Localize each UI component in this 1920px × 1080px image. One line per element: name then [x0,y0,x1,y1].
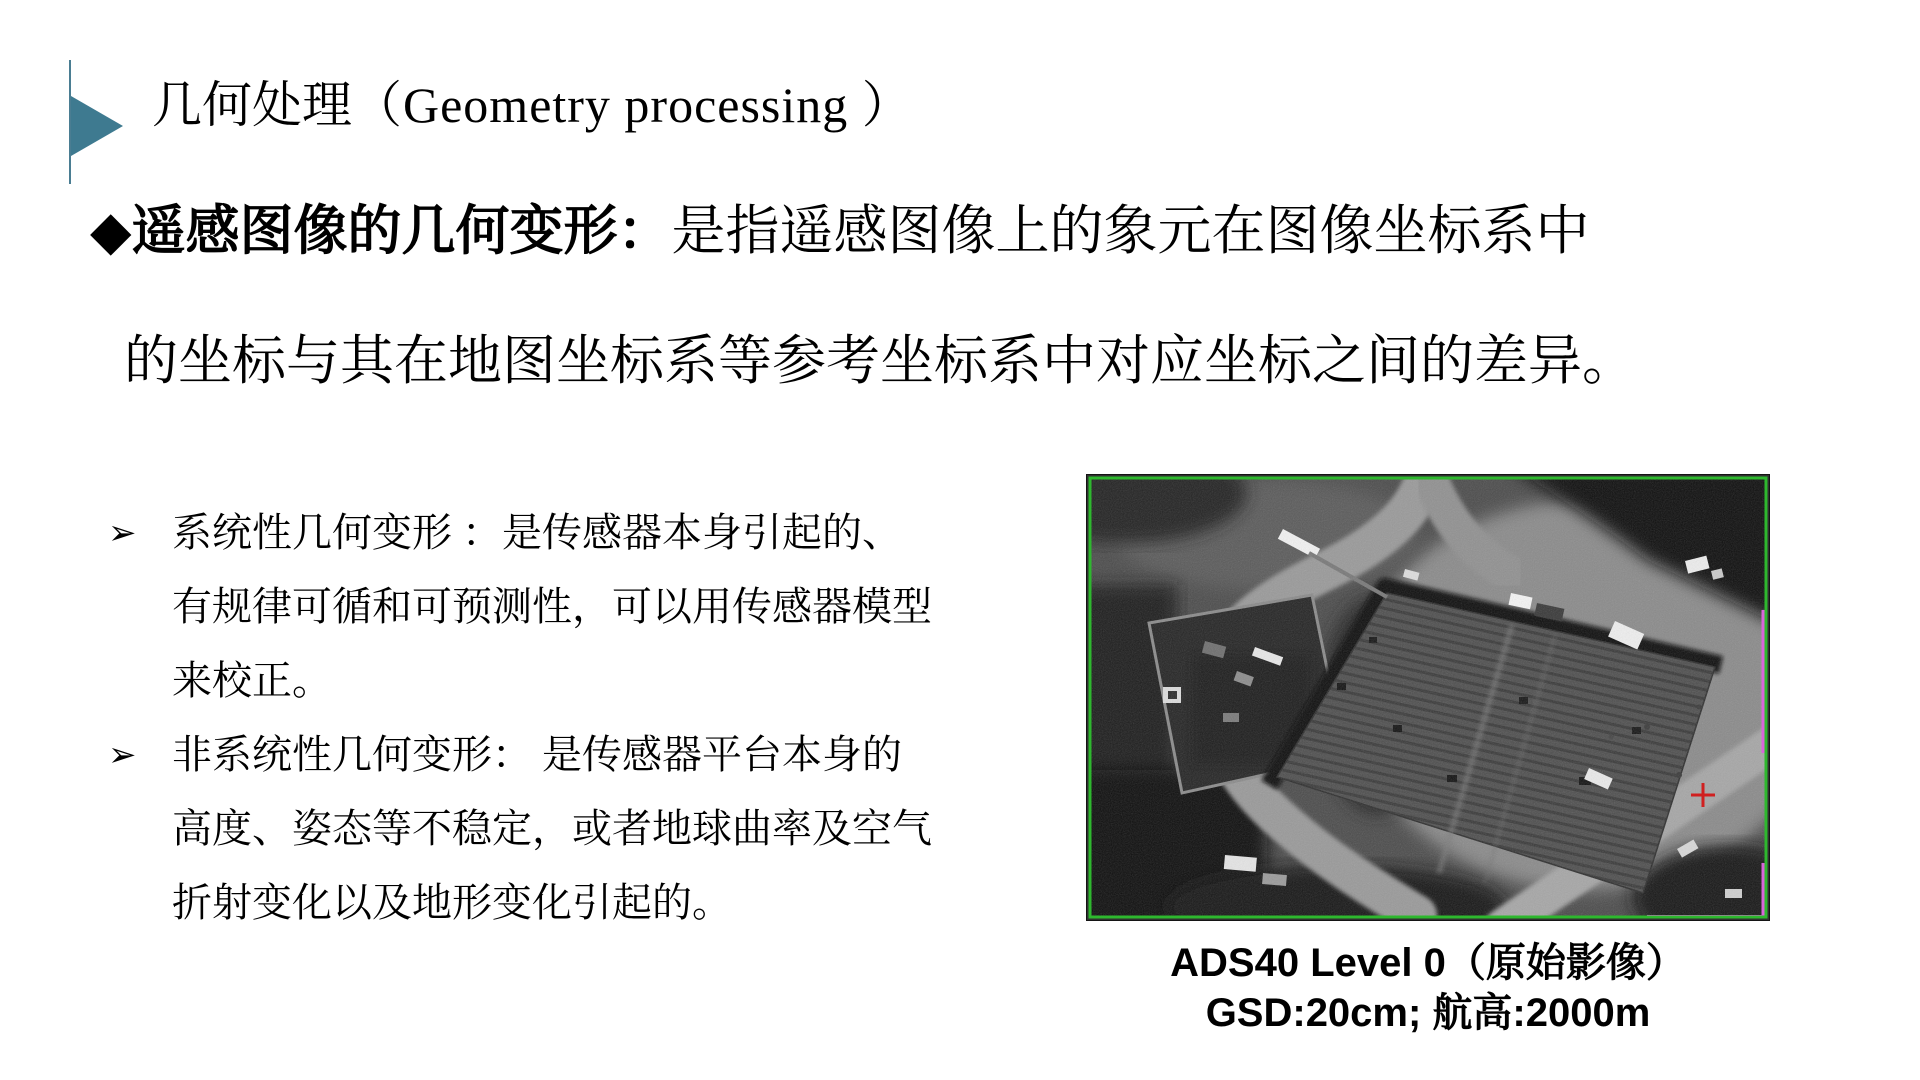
aerial-image-frame [1086,474,1770,921]
figure-caption [1056,938,1800,1038]
definition-line-1 [90,196,1590,266]
list-item-line: 非系统性几何变形： 是传感器平台本身的 [172,732,902,777]
list-item-line: 折射变化以及地形变化引起的。 [172,880,732,925]
list-item-line: 来校正。 [172,658,332,703]
definition-lead: 遥感图像的几何变形： [131,201,672,261]
page-title-en: （Geometry processing ） [352,77,913,133]
list-item-line: 有规律可循和可预测性，可以用传感器模型 [172,584,932,629]
definition-rest: 是指遥感图像上的象元在图像坐标系中 [671,201,1590,261]
aerial-photo-scene [1087,475,1769,920]
diamond-bullet-icon: ◆ [90,201,132,261]
aerial-photo [1087,475,1769,920]
page-title [152,70,913,140]
list-item [106,496,1066,718]
list-item [106,718,1066,940]
bullet-list [106,496,1066,940]
figure-caption-line-1: ADS40 Level 0（原始影像） [1170,941,1686,985]
definition-line-2: 的坐标与其在地图坐标系等参考坐标系中对应坐标之间的差异。 [124,331,1636,391]
list-item-line: 系统性几何变形 ：是传感器本身引起的、 [172,510,902,555]
arrow-bullet-icon: ➢ [108,513,137,553]
list-item-line: 高度、姿态等不稳定，或者地球曲率及空气 [172,806,932,851]
page-title-zh: 几何处理 [152,77,352,133]
arrow-bullet-icon: ➢ [108,735,137,775]
title-arrow-icon [71,96,123,156]
figure-caption-line-2: GSD:20cm; 航高:2000m [1205,991,1651,1035]
